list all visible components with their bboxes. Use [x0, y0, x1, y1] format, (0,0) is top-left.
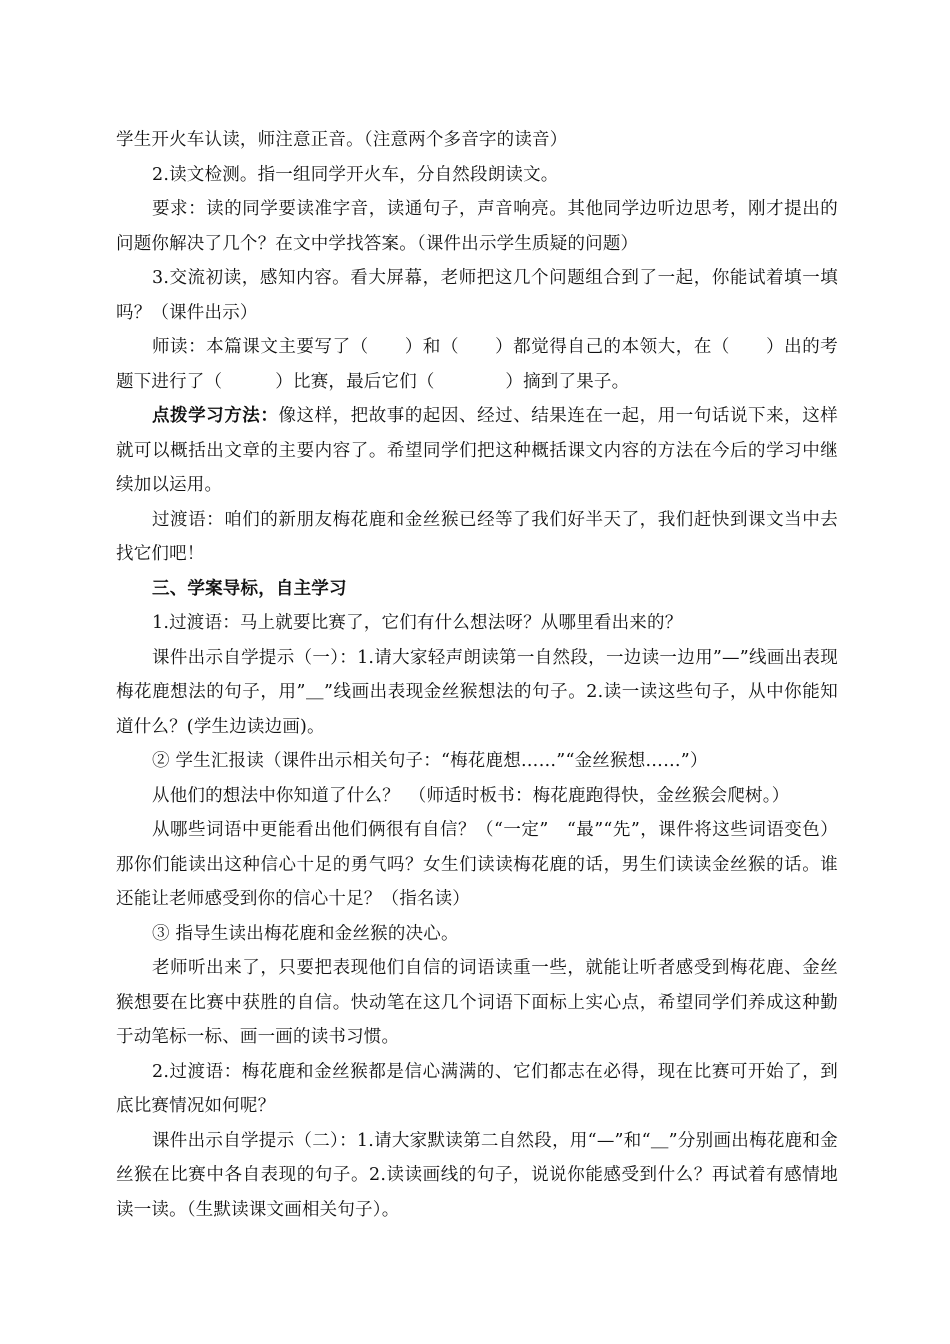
paragraph-10: 课件出示自学提示（一）：1.请大家轻声朗读第一自然段，一边读一边用”—”线画出表现梅花鹿想法的句子，用”＿”线画出表现金丝猴想法的句子。2.读一读这些句子，从中你能知道什么？(学生边读边画)。 [116, 647, 838, 737]
document-body [116, 123, 838, 1227]
paragraph-16: 2.过渡语：梅花鹿和金丝猴都是信心满满的、它们都志在必得，现在比赛可开始了，到底比赛情况如何呢？ [116, 1061, 838, 1116]
method-tip-text: 像这样，把故事的起因、经过、结果连在一起，用一句话说下来，这样就可以概括出文章的主要内容了。希望同学们把这种概括课文内容的方法在今后的学习中继续加以运用。 [116, 406, 838, 495]
paragraph-11: ② 学生汇报读（课件出示相关句子：“梅花鹿想……”“金丝猴想……”） [152, 751, 708, 771]
paragraph-17: 课件出示自学提示（二）：1.请大家默读第二自然段，用“—”和“＿”分别画出梅花鹿和金丝猴在比赛中各自表现的句子。2.读读画线的句子，说说你能感受到什么？再试着有感情地读一读。（生默读课文画相关句子）。 [116, 1130, 838, 1220]
paragraph-13: 从哪些词语中更能看出他们俩很有自信？（“一定” “最”“先”，课件将这些词语变色）那你们能读出这种信心十足的勇气吗？女生们读读梅花鹿的话，男生们读读金丝猴的话。谁还能让老师感受到你的信心十足？（指名读） [116, 820, 838, 909]
paragraph-5: 师读：本篇课文主要写了（ ）和（ ）都觉得自己的本领大，在（ ）出的考题下进行了（ ）比赛，最后它们（ ）摘到了果子。 [116, 337, 838, 392]
method-tip-label: 点拨学习方法： [152, 406, 279, 426]
paragraph-2: 2.读文检测。指一组同学开火车，分自然段朗读文。 [152, 164, 559, 185]
paragraph-1: 学生开火车认读，师注意正音。（注意两个多音字的读音） [116, 130, 568, 150]
paragraph-3: 要求：读的同学要读准字音，读通句子，声音响亮。其他同学边听边思考，刚才提出的问题你解决了几个？在文中学找答案。（课件出示学生质疑的问题） [116, 199, 838, 254]
paragraph-14: ③ 指导生读出梅花鹿和金丝猴的决心。 [152, 923, 459, 944]
section-heading: 三、学案导标，自主学习 [152, 578, 347, 599]
paragraph-15: 老师听出来了，只要把表现他们自信的词语读重一些，就能让听者感受到梅花鹿、金丝猴想要在比赛中获胜的自信。快动笔在这几个词语下面标上实心点，希望同学们养成这种勤于动笔标一标、画一画的读书习惯。 [116, 958, 838, 1047]
method-tip-paragraph [116, 399, 838, 503]
paragraph-4: 3.交流初读，感知内容。看大屏幕，老师把这几个问题组合到了一起，你能试着填一填吗？（课件出示） [116, 268, 838, 323]
paragraph-7: 过渡语：咱们的新朋友梅花鹿和金丝猴已经等了我们好半天了，我们赶快到课文当中去找它们吧！ [116, 509, 838, 564]
paragraph-12: 从他们的想法中你知道了什么？ （师适时板书：梅花鹿跑得快，金丝猴会爬树。） [152, 785, 790, 806]
paragraph-9: 1.过渡语：马上就要比赛了，它们有什么想法呀？从哪里看出来的？ [152, 613, 683, 633]
